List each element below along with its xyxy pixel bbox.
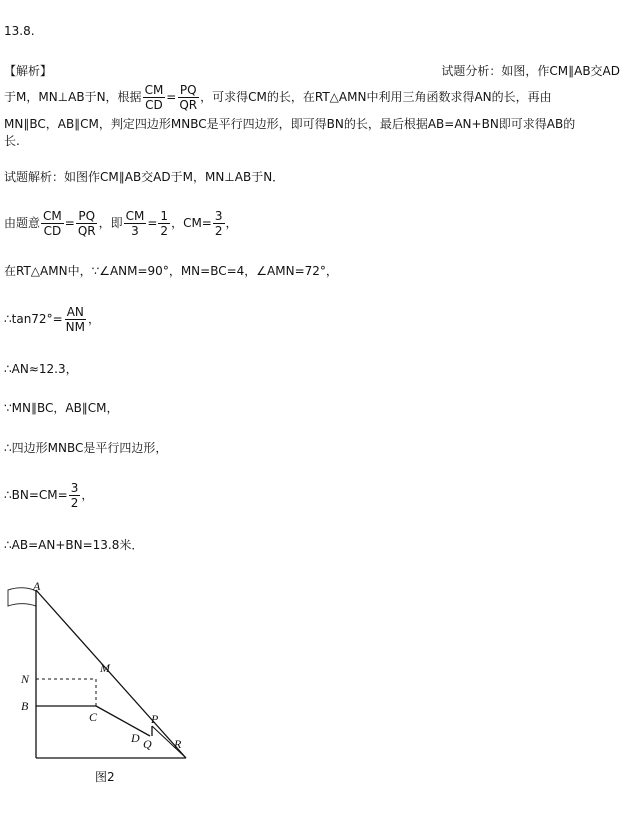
analysis-para1-b: ，可求得CM的长，在RT△AMN中利用三角函数求得AN的长，再由 — [200, 90, 552, 104]
segment-cd — [96, 706, 150, 736]
label-d: D — [131, 731, 140, 745]
frac-den: 2 — [160, 224, 169, 238]
solution-step7 — [4, 480, 93, 510]
frac-den: NM — [65, 320, 85, 334]
geometry-figure — [0, 576, 200, 796]
step1-mid: ，即 — [98, 216, 123, 230]
analysis-para1-a: 于M，MN⊥AB于N，根据 — [4, 90, 142, 104]
analysis-para2: MN∥BC，AB∥CM，判定四边形MNBC是平行四边形，即可得BN的长，最后根据AB=AN+BN即可求得AB的 — [4, 117, 576, 131]
step1-lead: 由题意 — [4, 216, 41, 230]
frac-den: QR — [179, 98, 198, 112]
method-lead: 试题分析：如图，作CM∥AB交AD — [441, 64, 620, 78]
fraction-3-2 — [69, 481, 81, 510]
frac-num: PQ — [78, 209, 96, 223]
solution-step8: ∴AB=AN+BN=13.8米． — [4, 538, 144, 552]
frac-den: 3 — [131, 224, 139, 238]
frac-num: 3 — [214, 209, 223, 223]
frac-num: AN — [66, 305, 84, 319]
solution-step1 — [4, 208, 238, 238]
label-r: R — [174, 737, 182, 751]
analysis-para1 — [4, 82, 552, 112]
frac-den: 2 — [214, 224, 223, 238]
frac-num: CM — [125, 209, 145, 223]
analysis-para3: 长. — [4, 134, 20, 148]
answer-line: 13.8. — [4, 24, 35, 38]
fraction-pq-qr — [177, 83, 199, 112]
label-c: C — [89, 710, 98, 724]
step7-end: ， — [81, 488, 94, 502]
fraction-1-2 — [158, 209, 170, 238]
label-m: M — [100, 661, 110, 675]
frac-den: 2 — [70, 496, 79, 510]
frac-num: CM — [43, 209, 62, 223]
step3-lead: ∴tan72°= — [4, 312, 63, 326]
figure-caption: 图2 — [95, 770, 115, 784]
label-a: A — [33, 579, 41, 593]
label-q: Q — [143, 737, 152, 751]
label-p: P — [151, 712, 159, 726]
solution-step5: ∵MN∥BC，AB∥CM， — [4, 401, 119, 415]
frac-num: PQ — [179, 83, 197, 97]
line-a-r — [36, 590, 186, 758]
step7-lead: ∴BN=CM= — [4, 488, 68, 502]
fraction-cm-3 — [124, 209, 147, 238]
analysis-tag: 【解析】 — [4, 64, 53, 78]
step3-end: ， — [87, 312, 100, 326]
solution-step2: 在RT△AMN中，∵∠ANM=90°，MN=BC=4，∠AMN=72°， — [4, 264, 338, 278]
solution-step4: ∴AN≈12.3， — [4, 362, 78, 376]
frac-num: 1 — [160, 209, 169, 223]
equals-sign: = — [166, 90, 177, 104]
equals-sign: = — [64, 216, 75, 230]
fraction-pq-qr — [76, 209, 98, 238]
equals-sign: = — [147, 216, 158, 230]
frac-den: CD — [145, 98, 163, 112]
fraction-cm-cd — [143, 83, 166, 112]
step1-cm: ，CM= — [171, 216, 212, 230]
solution-step3 — [4, 304, 100, 334]
frac-num: 3 — [70, 481, 79, 495]
label-n: N — [21, 672, 30, 686]
frac-den: CD — [43, 224, 62, 238]
flag-shape — [8, 588, 36, 606]
fraction-cm-cd — [41, 209, 64, 238]
fraction-an-nm — [64, 305, 87, 334]
fraction-3-2 — [213, 209, 225, 238]
solution-intro: 试题解析：如图作CM∥AB交AD于M，MN⊥AB于N． — [4, 170, 285, 184]
step1-end: ， — [225, 216, 238, 230]
frac-num: CM — [144, 83, 164, 97]
solution-step6: ∴四边形MNBC是平行四边形， — [4, 441, 168, 455]
label-b: B — [21, 699, 29, 713]
frac-den: QR — [77, 224, 96, 238]
